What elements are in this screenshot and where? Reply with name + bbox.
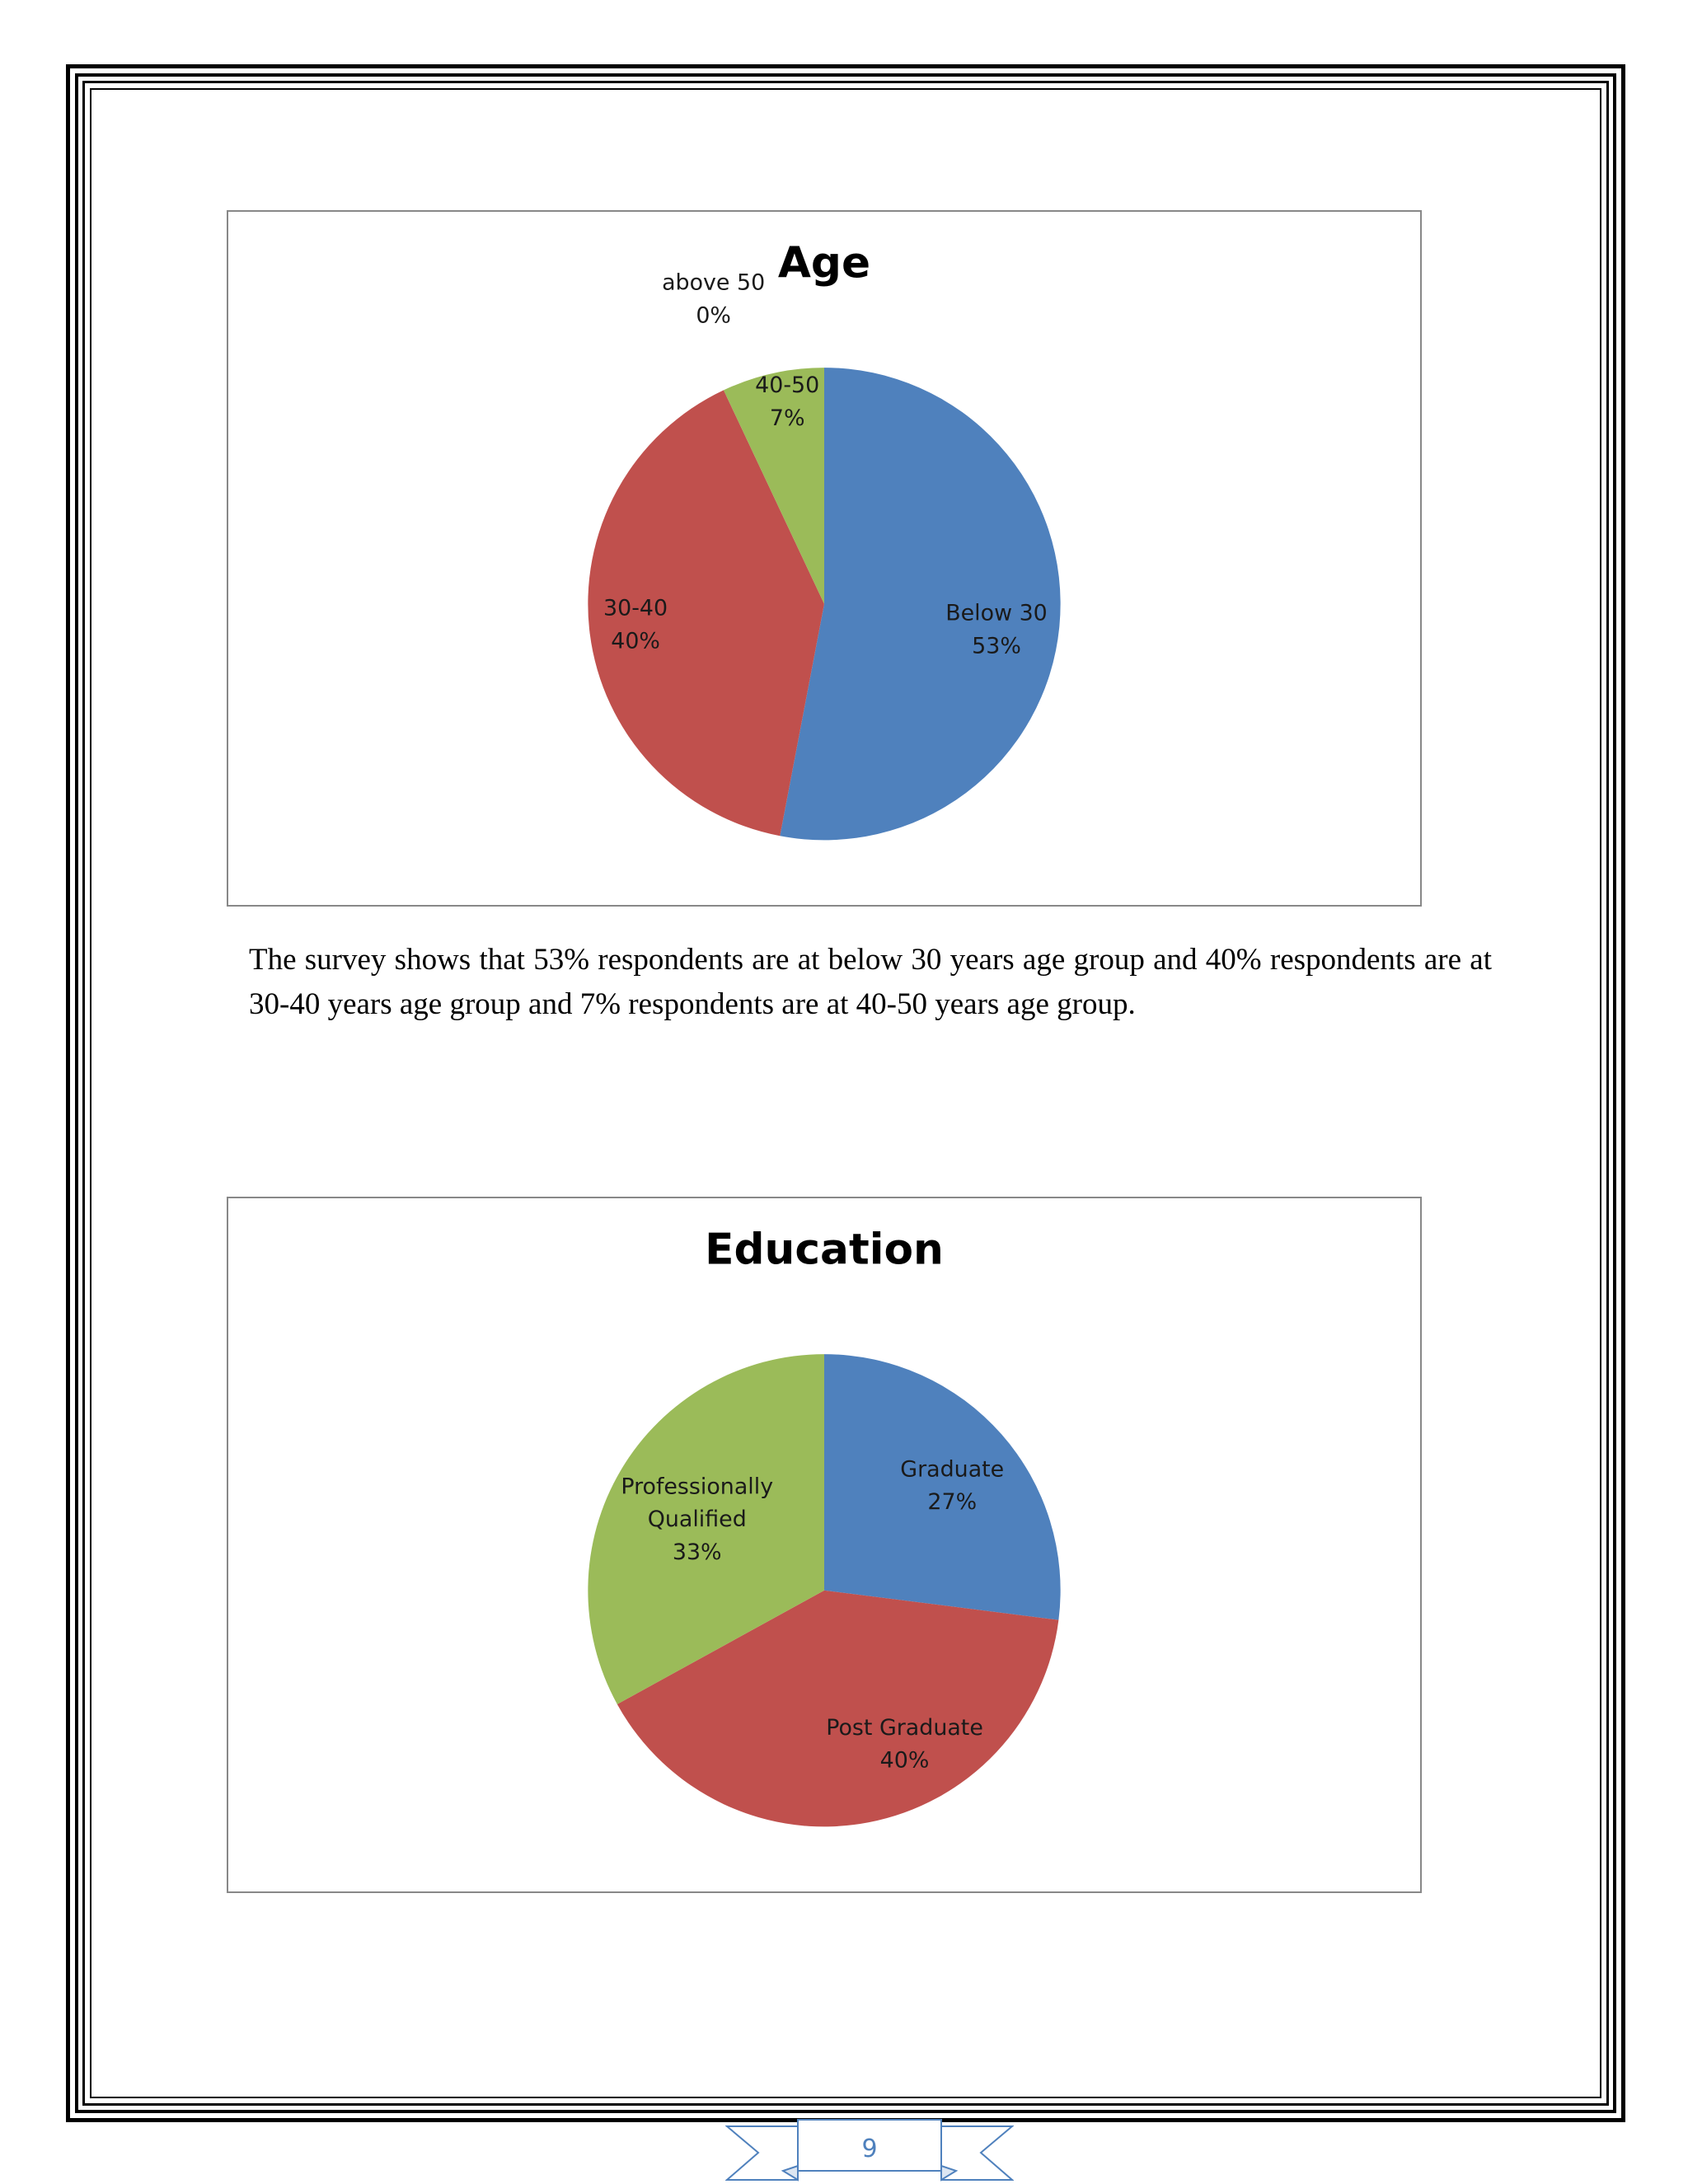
age-pie-chart [227, 210, 1422, 907]
education-label-post-graduate: Post Graduate 40% [826, 1714, 983, 1774]
education-pie-chart [227, 1197, 1422, 1893]
education-label-professionally-qualified: Professionally Qualified 33% [621, 1474, 774, 1565]
age-label-below-30: Below 30 53% [945, 600, 1048, 659]
age-label-above-50: above 50 0% [662, 269, 766, 329]
age-chart-title: Age [777, 238, 871, 288]
education-slice-graduate [824, 1354, 1061, 1620]
age-label-40-50: 40-50 7% [755, 372, 820, 431]
age-pie-svg [228, 212, 1420, 905]
age-label-30-40: 30-40 40% [603, 595, 668, 654]
page-number: 9 [861, 2135, 878, 2163]
survey-description: The survey shows that 53% respondents are at below 30 years age group and 40% respondents are at 30-40 years age group and 7% respondents are at 40-50 years age group. [249, 943, 1492, 1021]
page-footer [725, 2118, 1014, 2184]
education-pie-svg [228, 1198, 1420, 1891]
education-pie-slices [588, 1354, 1060, 1826]
education-chart-title: Education [705, 1225, 944, 1275]
education-label-graduate: Graduate 27% [900, 1456, 1005, 1516]
